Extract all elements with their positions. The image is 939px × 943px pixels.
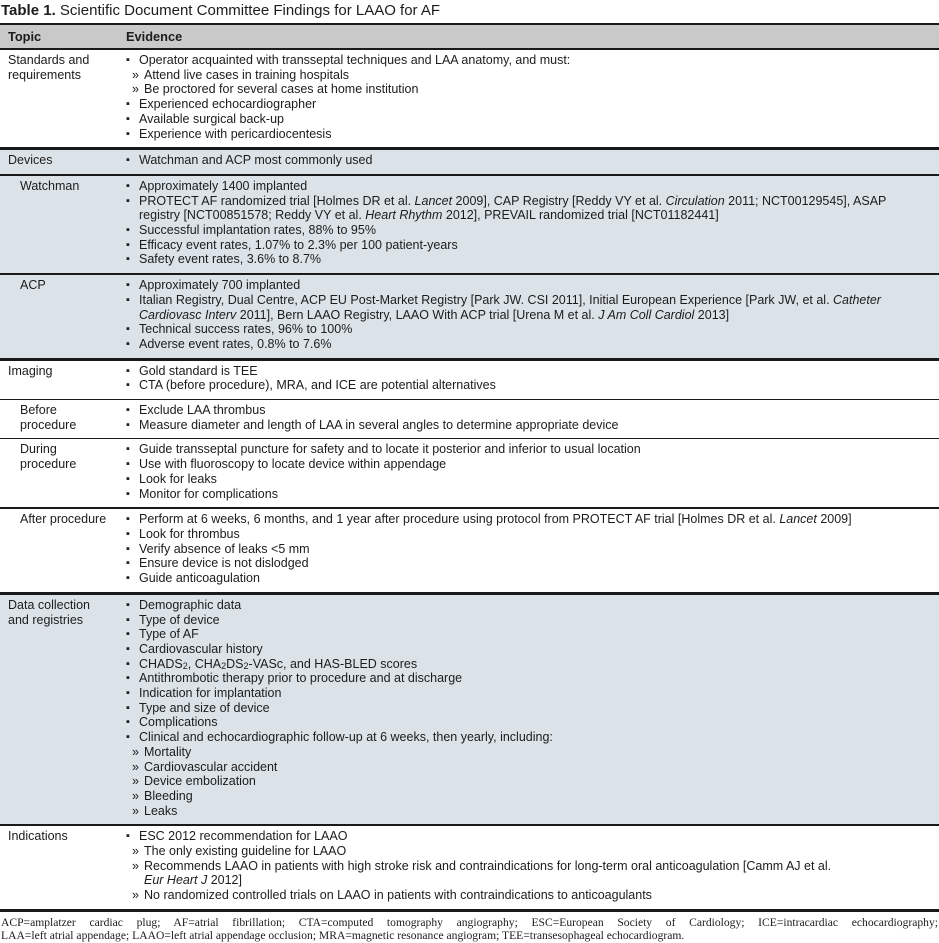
col-header-topic: Topic bbox=[0, 24, 118, 49]
sub-bullet-item bbox=[132, 888, 931, 903]
item-text: Look for leaks bbox=[139, 471, 217, 486]
square-bullet-icon: ▪ bbox=[126, 513, 130, 526]
chevron-bullet-icon: » bbox=[132, 774, 139, 789]
square-bullet-icon: ▪ bbox=[126, 364, 130, 377]
bullet-item bbox=[126, 53, 931, 68]
bullet-item bbox=[126, 378, 931, 393]
square-bullet-icon: ▪ bbox=[126, 613, 130, 626]
topic-cell: Data collection and registries bbox=[0, 593, 118, 825]
item-text: Technical success rates, 96% to 100% bbox=[139, 322, 353, 337]
bullet-item bbox=[126, 598, 931, 613]
table-caption: Scientific Document Committee Findings for LAAO for AF bbox=[55, 2, 441, 19]
square-bullet-icon: ▪ bbox=[126, 238, 130, 251]
item-text: Experienced echocardiographer bbox=[139, 97, 317, 112]
sub-bullet-item bbox=[132, 68, 931, 83]
item-text: Gold standard is TEE bbox=[139, 363, 258, 378]
item-text: Mortality bbox=[144, 744, 192, 759]
item-text: Type of device bbox=[139, 612, 220, 627]
item-text: The only existing guideline for LAAO bbox=[144, 844, 347, 859]
bullet-item bbox=[126, 730, 931, 745]
chevron-bullet-icon: » bbox=[132, 759, 139, 774]
item-text: Exclude LAA thrombus bbox=[139, 403, 266, 418]
footnote-line: LAA=left atrial appendage; LAAO=left atrial appendage occlusion; MRA=magnetic resonance angiogram; TEE=transesophageal echocardiogram. bbox=[1, 929, 685, 943]
item-text: Bleeding bbox=[144, 788, 193, 803]
square-bullet-icon: ▪ bbox=[126, 557, 130, 570]
item-text: Perform at 6 weeks, 6 months, and 1 year after procedure using protocol from PROTECT AF trial [Holmes DR et al. Lancet 2009] bbox=[139, 512, 852, 527]
bullet-item bbox=[126, 179, 931, 194]
square-bullet-icon: ▪ bbox=[126, 98, 130, 111]
bullet-item bbox=[126, 472, 931, 487]
bullet-item bbox=[126, 278, 931, 293]
sub-bullet-item bbox=[132, 804, 931, 819]
table-row bbox=[0, 149, 939, 175]
item-text: Adverse event rates, 0.8% to 7.6% bbox=[139, 336, 332, 351]
square-bullet-icon: ▪ bbox=[126, 716, 130, 729]
square-bullet-icon: ▪ bbox=[126, 472, 130, 485]
evidence-cell bbox=[118, 400, 939, 439]
square-bullet-icon: ▪ bbox=[126, 112, 130, 125]
bullet-item bbox=[126, 527, 931, 542]
sub-bullet-item bbox=[132, 859, 931, 888]
square-bullet-icon: ▪ bbox=[126, 154, 130, 167]
table-row bbox=[0, 508, 939, 593]
square-bullet-icon: ▪ bbox=[126, 642, 130, 655]
item-text: Available surgical back-up bbox=[139, 111, 284, 126]
square-bullet-icon: ▪ bbox=[126, 253, 130, 266]
bullet-item bbox=[126, 556, 931, 571]
item-text: Use with fluoroscopy to locate device within appendage bbox=[139, 457, 447, 472]
chevron-bullet-icon: » bbox=[132, 844, 139, 859]
table-row bbox=[0, 400, 939, 439]
item-text: Approximately 700 implanted bbox=[139, 278, 301, 293]
item-text: Antithrombotic therapy prior to procedure and at discharge bbox=[139, 671, 463, 686]
item-text: Monitor for complications bbox=[139, 486, 278, 501]
topic-cell: After procedure bbox=[20, 512, 107, 527]
bullet-item bbox=[126, 252, 931, 267]
item-text: Indication for implantation bbox=[139, 686, 282, 701]
item-text: Clinical and echocardiographic follow-up at 6 weeks, then yearly, including: bbox=[139, 730, 553, 745]
bullet-item bbox=[126, 418, 931, 433]
chevron-bullet-icon: » bbox=[132, 803, 139, 818]
bullet-item bbox=[126, 127, 931, 142]
table-row bbox=[0, 175, 939, 274]
item-text: Measure diameter and length of LAA in several angles to determine appropriate device bbox=[139, 417, 619, 432]
chevron-bullet-icon: » bbox=[132, 744, 139, 759]
bullet-item bbox=[126, 512, 931, 527]
sub-bullet-item bbox=[132, 82, 931, 97]
bullet-item bbox=[126, 627, 931, 642]
topic-cell: Watchman bbox=[0, 175, 118, 274]
item-text: Be proctored for several cases at home institution bbox=[144, 82, 419, 97]
sub-bullet-item bbox=[132, 844, 931, 859]
bullet-item bbox=[126, 403, 931, 418]
item-text: Guide transseptal puncture for safety and to locate it posterior and inferior to usual location bbox=[139, 442, 641, 457]
square-bullet-icon: ▪ bbox=[126, 279, 130, 292]
table-row bbox=[0, 439, 939, 508]
bullet-item bbox=[126, 642, 931, 657]
square-bullet-icon: ▪ bbox=[126, 179, 130, 192]
topic-cell: Imaging bbox=[8, 363, 53, 378]
item-text: PROTECT AF randomized trial [Holmes DR et al. Lancet 2009], CAP Registry [Reddy VY et al. Circulation 2011; NCT00129545], ASAP registry [NCT00851578; Reddy VY et al. Heart Rhythm 2012], PREVAIL randomized trial [NCT01182441] bbox=[139, 193, 887, 223]
footnote-line: ACP=amplatzer cardiac plug; AF=atrial fibrillation; CTA=computed tomography angiography; ESC=European Society of Cardiology; ICE=intracardiac echocardiography; bbox=[1, 915, 938, 929]
sub-bullet-item bbox=[132, 745, 931, 760]
item-text: Cardiovascular history bbox=[139, 641, 263, 656]
table-row bbox=[0, 825, 939, 910]
square-bullet-icon: ▪ bbox=[126, 701, 130, 714]
item-text: Complications bbox=[139, 715, 218, 730]
chevron-bullet-icon: » bbox=[132, 888, 139, 903]
sub-bullet-item bbox=[132, 774, 931, 789]
evidence-cell bbox=[118, 175, 939, 274]
chevron-bullet-icon: » bbox=[132, 858, 139, 873]
findings-table bbox=[0, 23, 939, 912]
bullet-item bbox=[126, 671, 931, 686]
square-bullet-icon: ▪ bbox=[126, 628, 130, 641]
sub-bullet-item bbox=[132, 760, 931, 775]
bullet-item bbox=[126, 657, 931, 672]
bullet-item bbox=[126, 223, 931, 238]
bullet-item bbox=[126, 701, 931, 716]
bullet-item bbox=[126, 457, 931, 472]
chevron-bullet-icon: » bbox=[132, 67, 139, 82]
evidence-cell bbox=[118, 439, 939, 508]
square-bullet-icon: ▪ bbox=[126, 224, 130, 237]
evidence-cell bbox=[118, 149, 939, 175]
square-bullet-icon: ▪ bbox=[126, 687, 130, 700]
chevron-bullet-icon: » bbox=[132, 82, 139, 97]
abbreviations-footnote bbox=[0, 916, 939, 943]
table-row bbox=[0, 593, 939, 825]
item-text: Ensure device is not dislodged bbox=[139, 556, 309, 571]
bullet-item bbox=[126, 337, 931, 352]
bullet-item bbox=[126, 571, 931, 586]
evidence-cell bbox=[118, 593, 939, 825]
sub-bullet-item bbox=[132, 789, 931, 804]
square-bullet-icon: ▪ bbox=[126, 527, 130, 540]
evidence-cell bbox=[118, 49, 939, 149]
table-title bbox=[0, 0, 939, 23]
square-bullet-icon: ▪ bbox=[126, 458, 130, 471]
topic-cell: Indications bbox=[8, 829, 68, 844]
bullet-item bbox=[126, 715, 931, 730]
item-text: $CHADS_2$, $CHA_2DS_2$-VASc, and HAS-BLED scores bbox=[139, 656, 418, 671]
item-text: Italian Registry, Dual Centre, ACP EU Post-Market Registry [Park JW. CSI 2011], Initial European Experience [Park JW, et al. Catheter Cardiovasc Interv 2011], Bern LAAO Registry, LAAO With ACP trial [Urena M et al. J Am Coll Cardiol 2013] bbox=[139, 292, 881, 322]
square-bullet-icon: ▪ bbox=[126, 293, 130, 306]
bullet-item bbox=[126, 542, 931, 557]
square-bullet-icon: ▪ bbox=[126, 598, 130, 611]
item-text: Demographic data bbox=[139, 597, 242, 612]
square-bullet-icon: ▪ bbox=[126, 830, 130, 843]
bullet-item bbox=[126, 112, 931, 127]
bullet-item bbox=[126, 364, 931, 379]
table-row bbox=[0, 274, 939, 359]
evidence-cell bbox=[118, 825, 939, 910]
bullet-item bbox=[126, 238, 931, 253]
square-bullet-icon: ▪ bbox=[126, 657, 130, 670]
square-bullet-icon: ▪ bbox=[126, 54, 130, 66]
item-text: Operator acquainted with transseptal techniques and LAA anatomy, and must: bbox=[139, 53, 571, 67]
square-bullet-icon: ▪ bbox=[126, 672, 130, 685]
item-text: Look for thrombus bbox=[139, 526, 240, 541]
square-bullet-icon: ▪ bbox=[126, 127, 130, 140]
square-bullet-icon: ▪ bbox=[126, 443, 130, 456]
item-text: Cardiovascular accident bbox=[144, 759, 278, 774]
item-text: Watchman and ACP most commonly used bbox=[139, 153, 373, 168]
bullet-item bbox=[126, 613, 931, 628]
bullet-item bbox=[126, 686, 931, 701]
topic-cell: During procedure bbox=[20, 442, 77, 472]
evidence-cell bbox=[118, 359, 939, 399]
bullet-item bbox=[126, 97, 931, 112]
evidence-cell bbox=[118, 508, 939, 593]
table-row bbox=[0, 359, 939, 399]
item-text: ESC 2012 recommendation for LAAO bbox=[139, 829, 348, 844]
square-bullet-icon: ▪ bbox=[126, 194, 130, 207]
evidence-cell bbox=[118, 274, 939, 359]
bullet-item bbox=[126, 322, 931, 337]
square-bullet-icon: ▪ bbox=[126, 487, 130, 500]
item-text: Device embolization bbox=[144, 774, 256, 789]
square-bullet-icon: ▪ bbox=[126, 379, 130, 392]
bullet-item bbox=[126, 194, 931, 223]
square-bullet-icon: ▪ bbox=[126, 542, 130, 555]
square-bullet-icon: ▪ bbox=[126, 731, 130, 744]
item-text: Efficacy event rates, 1.07% to 2.3% per 100 patient-years bbox=[139, 237, 458, 252]
item-text: Experience with pericardiocentesis bbox=[139, 126, 332, 141]
bullet-item bbox=[126, 487, 931, 502]
item-text: Approximately 1400 implanted bbox=[139, 178, 308, 193]
bullet-item bbox=[126, 829, 931, 844]
item-text: Safety event rates, 3.6% to 8.7% bbox=[139, 252, 322, 267]
item-text: Leaks bbox=[144, 803, 178, 818]
table-number-label: Table 1. bbox=[1, 2, 56, 19]
item-text: Successful implantation rates, 88% to 95% bbox=[139, 223, 376, 238]
item-text: No randomized controlled trials on LAAO in patients with contraindications to anticoagulants bbox=[144, 888, 652, 903]
square-bullet-icon: ▪ bbox=[126, 572, 130, 585]
item-text: Attend live cases in training hospitals bbox=[144, 67, 349, 82]
item-text: Type and size of device bbox=[139, 700, 270, 715]
topic-cell: Devices bbox=[0, 149, 118, 175]
header-row bbox=[0, 24, 939, 49]
square-bullet-icon: ▪ bbox=[126, 404, 130, 417]
square-bullet-icon: ▪ bbox=[126, 337, 130, 350]
item-text: Recommends LAAO in patients with high stroke risk and contraindications for long-term oral anticoagulation [Camm AJ et al. Eur Heart J 2012] bbox=[144, 858, 832, 888]
topic-cell: ACP bbox=[0, 274, 118, 359]
bullet-item bbox=[126, 442, 931, 457]
item-text: CTA (before procedure), MRA, and ICE are potential alternatives bbox=[139, 378, 496, 393]
table-row bbox=[0, 49, 939, 149]
topic-cell: Standards and requirements bbox=[8, 53, 90, 82]
item-text: Type of AF bbox=[139, 627, 199, 642]
square-bullet-icon: ▪ bbox=[126, 323, 130, 336]
col-header-evidence: Evidence bbox=[118, 24, 939, 49]
bullet-item bbox=[126, 153, 931, 168]
chevron-bullet-icon: » bbox=[132, 788, 139, 803]
item-text: Guide anticoagulation bbox=[139, 571, 260, 586]
item-text: Verify absence of leaks <5 mm bbox=[139, 541, 310, 556]
square-bullet-icon: ▪ bbox=[126, 418, 130, 431]
bullet-item bbox=[126, 293, 931, 322]
topic-cell: Before procedure bbox=[20, 403, 77, 432]
